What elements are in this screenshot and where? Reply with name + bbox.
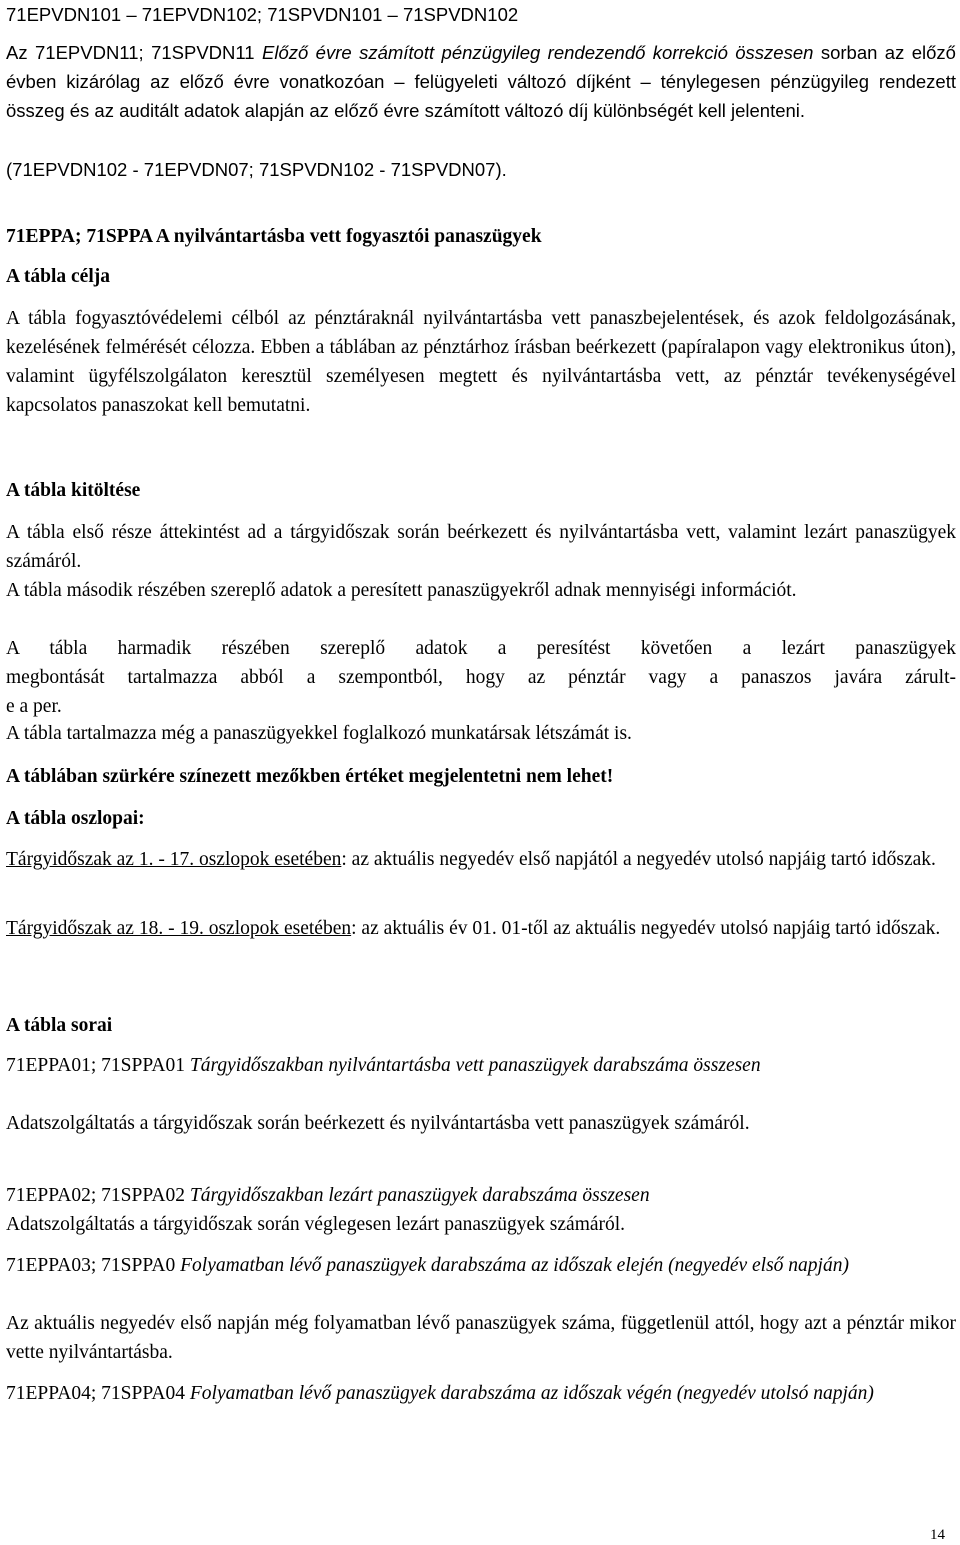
- fill-paragraph-3-line-2: megbontását tartalmazza abból a szempontból, hogy az pénztár vagy a panaszos javára zárult-: [6, 667, 956, 688]
- row-2-description: Adatszolgáltatás a tárgyidőszak során véglegesen lezárt panaszügyek számáról.: [6, 1214, 626, 1235]
- warning-text: A táblában szürkére színezett mezőkben értéket megjelentetni nem lehet!: [6, 766, 614, 787]
- row-4-title: [6, 1379, 956, 1408]
- fill-paragraph-3-line-1: A tábla harmadik részében szereplő adatok a peresítést követően a lezárt panaszügyek: [6, 638, 956, 659]
- reference-line: (71EPVDN102 - 71EPVDN07; 71SPVDN102 - 71SPVDN07).: [6, 159, 507, 180]
- page-number: 14: [930, 1527, 945, 1543]
- column-rule-2: [6, 914, 956, 943]
- row-1-title-text: Tárgyidőszakban nyilvántartásba vett panaszügyek darabszáma összesen: [189, 1055, 761, 1076]
- row-3-description: Az aktuális negyedév első napján még folyamatban lévő panaszügyek száma, függetlenül attól, hogy azt a pénztár mikor vette nyilvántartásba.: [6, 1313, 956, 1363]
- fill-heading: A tábla kitöltése: [6, 480, 141, 501]
- row-2-title-text: Tárgyidőszakban lezárt panaszügyek darabszáma összesen: [189, 1185, 650, 1206]
- fill-paragraph-3-line-3: e a per.: [6, 696, 62, 717]
- rows-heading: A tábla sorai: [6, 1015, 113, 1036]
- row-2-title: [6, 1181, 956, 1210]
- purpose-heading: A tábla célja: [6, 266, 110, 287]
- section-heading: 71EPPA; 71SPPA A nyilvántartásba vett fogyasztói panaszügyek: [6, 226, 542, 247]
- columns-heading: A tábla oszlopai:: [6, 808, 145, 829]
- row-3-title-text: Folyamatban lévő panaszügyek darabszáma az időszak elején (negyedév első napján): [180, 1255, 849, 1276]
- row-1-title: [6, 1051, 956, 1080]
- paragraph-correction: [6, 38, 956, 125]
- row-3-title: [6, 1251, 956, 1280]
- row-3-code: 71EPPA03; 71SPPA0: [6, 1255, 181, 1276]
- paragraph-italic-term: Előző évre számított pénzügyileg rendezendő korrekció összesen: [262, 42, 814, 63]
- column-rule-1-label: Tárgyidőszak az 1. - 17. oszlopok esetében: [6, 849, 342, 870]
- fill-paragraph-3: [6, 634, 956, 721]
- row-1-description: Adatszolgáltatás a tárgyidőszak során beérkezett és nyilvántartásba vett panaszügyek számáról.: [6, 1113, 750, 1134]
- row-4-code: 71EPPA04; 71SPPA04: [6, 1383, 190, 1404]
- paragraph-rest: sorban az előző évben kizárólag az előző évre vonatkozóan – felügyeleti változó díjként – ténylegesen pénzügyileg rendezett összeg és az auditált adatok alapján az előző évre számított változó díj különbségét kell jelenteni.: [6, 42, 956, 121]
- row-2-code: 71EPPA02; 71SPPA02: [6, 1185, 190, 1206]
- purpose-text: A tábla fogyasztóvédelemi célból az pénztáraknál nyilvántartásba vett panaszbejelentések, és azok feldolgozásának, kezelésének felmérését célozza. Ebben a táblában az pénztárhoz írásban beérkezett (papíralapon vagy elektronikus úton), valamint ügyfélszolgálaton keresztül személyesen megtett és nyilvántartásba vett, az pénztár tevékenységével kapcsolatos panaszokat kell bemutatni.: [6, 308, 956, 416]
- fill-paragraph-4: A tábla tartalmazza még a panaszügyekkel foglalkozó munkatársak létszámát is.: [6, 723, 632, 744]
- row-4-title-text: Folyamatban lévő panaszügyek darabszáma az időszak végén (negyedév utolsó napján): [189, 1383, 874, 1404]
- fill-paragraph-1: A tábla első része áttekintést ad a tárgyidőszak során beérkezett és nyilvántartásba vett, valamint lezárt panaszügyek számáról.: [6, 522, 956, 572]
- column-rule-1: [6, 845, 956, 874]
- column-rule-2-label: Tárgyidőszak az 18. - 19. oszlopok esetében: [6, 918, 352, 939]
- paragraph-lead: Az 71EPVDN11; 71SPVDN11: [6, 42, 262, 63]
- fill-paragraph-2: A tábla második részében szereplő adatok a peresített panaszügyekről adnak mennyiségi információt.: [6, 580, 797, 601]
- code-line: 71EPVDN101 – 71EPVDN102; 71SPVDN101 – 71SPVDN102: [6, 4, 519, 25]
- column-rule-1-text: : az aktuális negyedév első napjától a negyedév utolsó napjáig tartó időszak.: [341, 849, 936, 870]
- row-1-code: 71EPPA01; 71SPPA01: [6, 1055, 190, 1076]
- column-rule-2-text: : az aktuális év 01. 01-től az aktuális negyedév utolsó napjáig tartó időszak.: [351, 918, 941, 939]
